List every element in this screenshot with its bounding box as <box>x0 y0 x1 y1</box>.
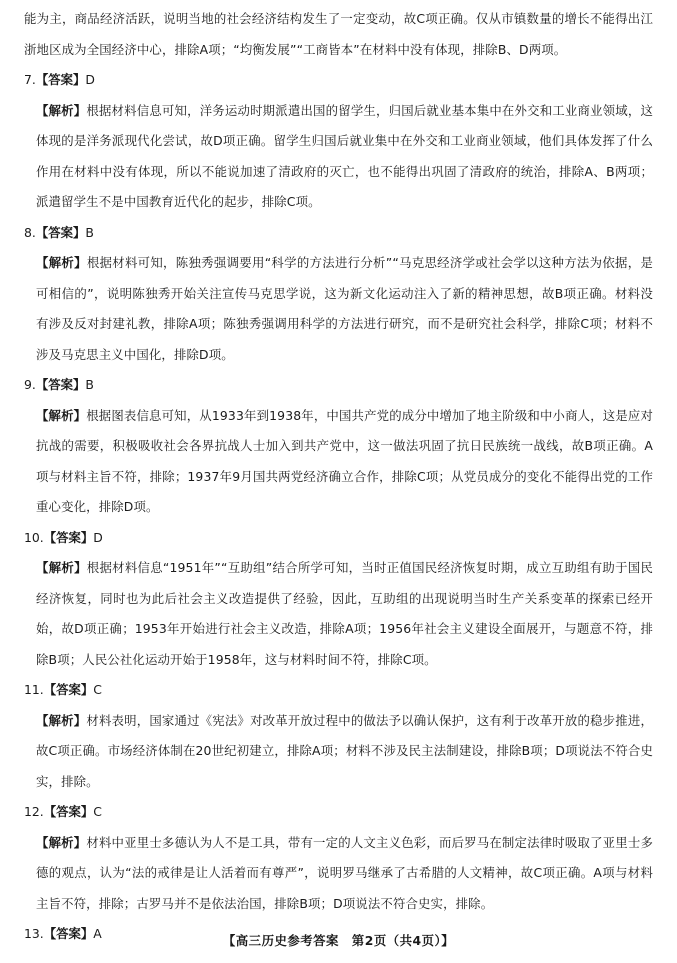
page-footer: 【高三历史参考答案 第2页（共4页）】 <box>222 933 455 948</box>
answer-line-8 <box>24 218 653 249</box>
question-number: 7. <box>24 72 36 87</box>
answer-tag: 【答案】 <box>35 72 86 87</box>
analysis-tag: 【解析】 <box>36 834 87 850</box>
analysis-tag: 【解析】 <box>36 102 87 118</box>
analysis-text: 材料表明，国家通过《宪法》对改革开放过程中的做法予以确认保护，这有利于改革开放的稳步推进，故C项正确。市场经济体制在20世纪初建立，排除A项；材料不涉及民主法制建设，排除B项；D项说法不符合史实，排除。 <box>36 712 653 789</box>
analysis-tag: 【解析】 <box>36 560 87 575</box>
question-number: 13. <box>24 926 44 941</box>
analysis-7 <box>24 96 653 218</box>
analysis-text: 根据材料信息可知，洋务运动时期派遣出国的留学生，归国后就业基本集中在外交和工业商业领域，这体现的是洋务派现代化尝试，故D项正确。留学生归国后就业集中在外交和工业商业领域，他们具体发挥了什么作用在材料中没有体现，所以不能说加速了清政府的灭亡，也不能得出巩固了清政府的统治，排除A、B两项；派遣留学生不是中国教育近代化的起步，排除C项。 <box>36 102 653 209</box>
answer-line-11 <box>24 675 653 706</box>
answer-tag: 【答案】 <box>43 682 94 697</box>
question-number: 9. <box>24 377 36 392</box>
answer-line-7 <box>24 65 653 96</box>
answer-tag: 【答案】 <box>43 926 94 941</box>
analysis-tag: 【解析】 <box>36 712 87 728</box>
question-number: 11. <box>24 682 44 697</box>
intro-continuation: 能为主，商品经济活跃，说明当地的社会经济结构发生了一定变动，故C项正确。仅从市镇数量的增长不能得出江浙地区成为全国经济中心，排除A项；“均衡发展”“工商皆本”在材料中没有体现，排除B、D两项。 <box>24 11 653 57</box>
answer-line-9 <box>24 370 653 401</box>
question-number: 12. <box>24 804 44 819</box>
answer-value: A <box>93 926 102 941</box>
analysis-10 <box>24 553 653 675</box>
answer-tag: 【答案】 <box>43 529 94 545</box>
analysis-11 <box>24 706 653 798</box>
question-number: 8. <box>24 224 36 240</box>
analysis-text: 根据图表信息可知，从1933年到1938年，中国共产党的成分中增加了地主阶级和中小商人，这是应对抗战的需要，积极吸收社会各界抗战人士加入到共产党中，这一做法巩固了抗日民族统一战线，故B项正确。A项与材料主旨不符，排除；1937年9月国共两党经济确立合作，排除C项；从党员成分的变化不能得出党的工作重心变化，排除D项。 <box>36 407 653 514</box>
answer-value: C <box>93 804 102 819</box>
analysis-8 <box>24 248 653 370</box>
answer-value: D <box>93 529 103 545</box>
analysis-text: 根据材料可知，陈独秀强调要用“科学的方法进行分析”“马克思经济学或社会学以这种方法为依据，是可相信的”，说明陈独秀开始关注宣传马克思学说，这为新文化运动注入了新的精神思想，故B项正确。材料没有涉及反对封建礼教，排除A项；陈独秀强调用科学的方法进行研究，而不是研究社会科学，排除C项；材料不涉及马克思主义中国化，排除D项。 <box>36 255 653 362</box>
analysis-tag: 【解析】 <box>36 255 87 270</box>
analysis-tag: 【解析】 <box>36 407 87 423</box>
analysis-12 <box>24 828 653 920</box>
answer-value: C <box>93 682 102 697</box>
answer-value: D <box>85 72 95 87</box>
answer-line-12 <box>24 797 653 828</box>
analysis-9 <box>24 401 653 523</box>
analysis-text: 根据材料信息“1951年”“互助组”结合所学可知，当时正值国民经济恢复时期，成立互助组有助于国民经济恢复，同时也为此后社会主义改造提供了经验，因此，互助组的出现说明当时生产关系变革的探索已经开始，故D项正确；1953年开始进行社会主义改造，排除A项；1956年社会主义建设全面展开，与题意不符，排除B项；人民公社化运动开始于1958年，这与材料时间不符，排除C项。 <box>36 560 653 667</box>
answer-value: B <box>85 224 94 240</box>
answer-tag: 【答案】 <box>35 224 86 240</box>
answer-tag: 【答案】 <box>43 804 94 819</box>
question-number: 10. <box>24 529 44 545</box>
analysis-text: 材料中亚里士多德认为人不是工具，带有一定的人文主义色彩，而后罗马在制定法律时吸取了亚里士多德的观点，认为“法的戒律是让人活着而有尊严”，说明罗马继承了古希腊的人文精神，故C项正确。A项与材料主旨不符，排除；古罗马并不是依法治国，排除B项；D项说法不符合史实，排除。 <box>36 834 653 911</box>
answer-value: B <box>85 377 94 392</box>
answer-tag: 【答案】 <box>35 377 86 392</box>
answer-line-10 <box>24 523 653 554</box>
